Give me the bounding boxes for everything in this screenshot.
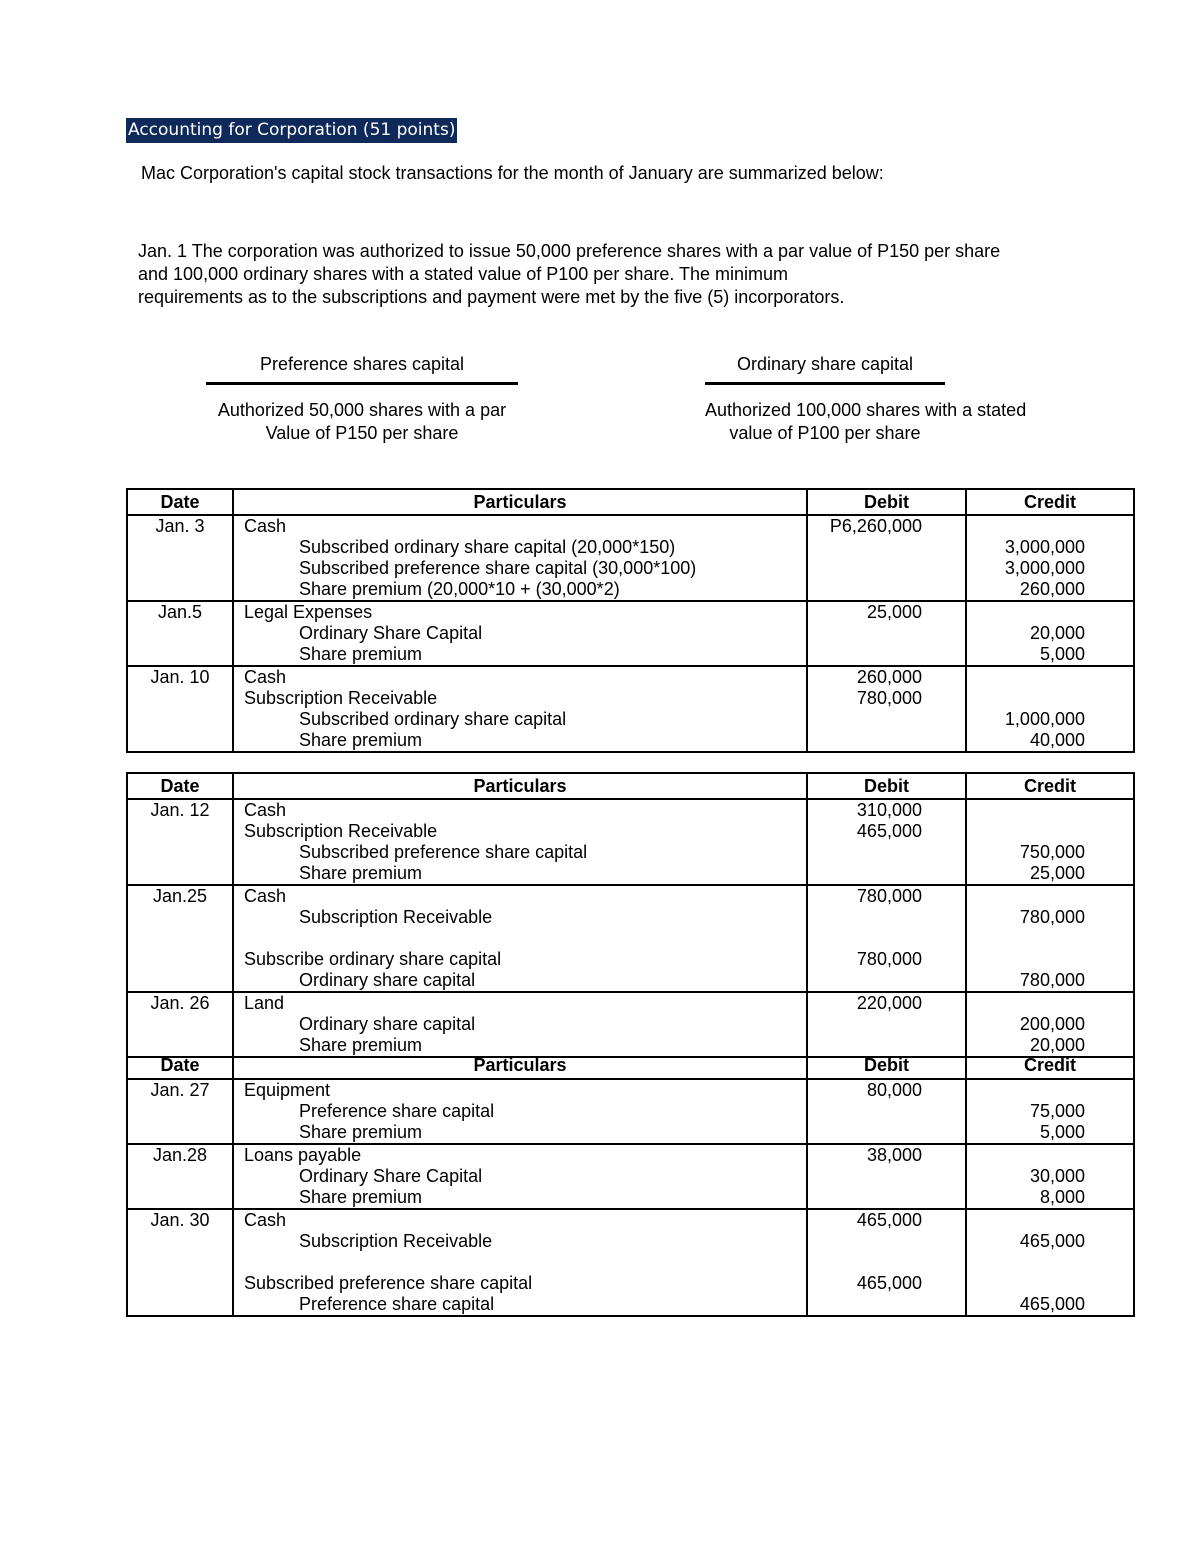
column-header-particulars: Particulars xyxy=(233,1053,807,1079)
entry-particulars-cell xyxy=(233,1079,807,1144)
column-header-credit: Credit xyxy=(966,773,1134,799)
entry-date: Jan. 27 xyxy=(150,1080,210,1100)
debit-amount xyxy=(808,579,965,600)
debit-amount xyxy=(808,558,965,579)
entry-particulars-cell xyxy=(233,1209,807,1316)
journal-header-row xyxy=(127,773,1134,799)
column-header-credit: Credit xyxy=(966,1053,1134,1079)
debit-amount: 780,000 xyxy=(856,949,922,969)
credit-amount: 25,000 xyxy=(1029,863,1085,883)
credit-amount xyxy=(967,993,1133,1014)
entry-credit-cell xyxy=(966,799,1134,885)
particular-line: Subscription Receivable xyxy=(299,1231,493,1251)
debit-amount xyxy=(808,863,965,884)
particular-line: Loans payable xyxy=(244,1145,362,1165)
particular-line: Subscription Receivable xyxy=(299,907,493,927)
credit-amount: 30,000 xyxy=(1029,1166,1085,1186)
preference-account-rule xyxy=(206,382,518,385)
entry-credit-cell xyxy=(966,666,1134,752)
credit-amount xyxy=(967,949,1133,970)
journal-entry-row xyxy=(127,1144,1134,1209)
entry-date: Jan.25 xyxy=(152,886,208,906)
ordinary-account xyxy=(705,352,1027,445)
entry-date: Jan. 12 xyxy=(150,800,210,820)
journal-entry-row xyxy=(127,666,1134,752)
entry-date: Jan.28 xyxy=(152,1145,208,1165)
journal-table xyxy=(126,1053,1135,1317)
credit-amount xyxy=(967,1273,1133,1294)
entry-particulars-cell xyxy=(233,992,807,1057)
entry-credit-cell xyxy=(966,1079,1134,1144)
column-header-date: Date xyxy=(127,1053,233,1079)
page-heading: Accounting for Corporation (51 points) xyxy=(126,118,457,143)
journal-entry-row xyxy=(127,515,1134,601)
entry-date: Jan. 26 xyxy=(150,993,210,1013)
particular-line: Legal Expenses xyxy=(244,602,373,622)
entry-credit-cell xyxy=(966,992,1134,1057)
entry-date-cell xyxy=(127,1079,233,1144)
credit-amount: 1,000,000 xyxy=(1004,709,1085,729)
particular-line: Subscription Receivable xyxy=(244,821,438,841)
particular-line: Share premium xyxy=(299,1187,423,1207)
column-header-debit: Debit xyxy=(807,1053,966,1079)
particular-line: Cash xyxy=(244,667,287,687)
preference-account-title: Preference shares capital xyxy=(259,354,465,374)
journal-header-row xyxy=(127,489,1134,515)
ordinary-account-desc: value of P100 per share xyxy=(729,423,921,443)
entry-debit-cell xyxy=(807,1079,966,1144)
jan1-line: Jan. 1 The corporation was authorized to issue 50,000 preference shares with a par value of P150 per share xyxy=(138,241,1001,261)
credit-amount xyxy=(967,667,1133,688)
debit-amount: 780,000 xyxy=(856,688,922,708)
entry-debit-cell xyxy=(807,666,966,752)
ordinary-account-desc: Authorized 100,000 shares with a stated xyxy=(705,400,1027,420)
particular-line: Share premium (20,000*10 + (30,000*2) xyxy=(299,579,620,599)
debit-amount xyxy=(808,1294,965,1315)
entry-particulars-cell xyxy=(233,799,807,885)
credit-amount: 5,000 xyxy=(1039,644,1085,664)
entry-debit-cell xyxy=(807,885,966,992)
entry-date-cell xyxy=(127,666,233,752)
entry-debit-cell xyxy=(807,601,966,666)
particular-line: Share premium xyxy=(299,1122,423,1142)
debit-amount: 38,000 xyxy=(866,1145,922,1165)
credit-amount: 75,000 xyxy=(1029,1101,1085,1121)
particular-line: Cash xyxy=(244,800,287,820)
debit-amount xyxy=(808,928,965,949)
journal-table xyxy=(126,488,1135,753)
journal-header-row xyxy=(127,1053,1134,1079)
credit-amount: 20,000 xyxy=(1029,623,1085,643)
particular-line: Share premium xyxy=(299,644,423,664)
particular-line: Preference share capital xyxy=(299,1101,495,1121)
particular-line: Cash xyxy=(244,516,287,536)
debit-amount: 25,000 xyxy=(866,602,922,622)
particular-line: Subscribed preference share capital (30,000*100) xyxy=(299,558,697,578)
debit-amount xyxy=(808,842,965,863)
particular-line: Share premium xyxy=(299,1035,423,1055)
entry-date-cell xyxy=(127,885,233,992)
debit-amount xyxy=(808,1166,965,1187)
debit-amount xyxy=(808,1101,965,1122)
journal-entry-row xyxy=(127,1079,1134,1144)
particular-line: Ordinary Share Capital xyxy=(299,1166,483,1186)
particular-line xyxy=(234,1252,806,1273)
debit-amount: 310,000 xyxy=(856,800,922,820)
column-header-debit: Debit xyxy=(807,489,966,515)
particular-line: Ordinary Share Capital xyxy=(299,623,483,643)
entry-debit-cell xyxy=(807,799,966,885)
particular-line xyxy=(234,928,806,949)
credit-amount: 780,000 xyxy=(1019,970,1085,990)
credit-amount xyxy=(967,800,1133,821)
entry-particulars-cell xyxy=(233,1144,807,1209)
preference-account xyxy=(206,352,518,445)
particular-line: Subscribed preference share capital xyxy=(299,842,588,862)
particular-line: Equipment xyxy=(244,1080,331,1100)
entry-date-cell xyxy=(127,601,233,666)
credit-amount: 200,000 xyxy=(1019,1014,1085,1034)
credit-amount xyxy=(967,1080,1133,1101)
entry-particulars-cell xyxy=(233,885,807,992)
debit-amount: P6,260,000 xyxy=(829,516,922,536)
ordinary-account-title: Ordinary share capital xyxy=(736,354,914,374)
debit-amount xyxy=(808,623,965,644)
debit-amount: 465,000 xyxy=(856,821,922,841)
entry-date-cell xyxy=(127,992,233,1057)
entry-date-cell xyxy=(127,515,233,601)
credit-amount xyxy=(967,602,1133,623)
entry-particulars-cell xyxy=(233,601,807,666)
credit-amount xyxy=(967,688,1133,709)
particular-line: Subscribed ordinary share capital (20,000*150) xyxy=(299,537,676,557)
particular-line: Cash xyxy=(244,886,287,906)
debit-amount: 780,000 xyxy=(856,886,922,906)
particular-line: Cash xyxy=(244,1210,287,1230)
credit-amount: 8,000 xyxy=(1039,1187,1085,1207)
column-header-debit: Debit xyxy=(807,773,966,799)
jan1-line: requirements as to the subscriptions and payment were met by the five (5) incorporators. xyxy=(138,287,845,307)
entry-credit-cell xyxy=(966,885,1134,992)
credit-amount xyxy=(967,821,1133,842)
ordinary-account-rule xyxy=(705,382,945,385)
journal-entry-row xyxy=(127,601,1134,666)
intro-text: Mac Corporation's capital stock transactions for the month of January are summarized below: xyxy=(141,163,884,183)
credit-amount: 5,000 xyxy=(1039,1122,1085,1142)
journal-entry-row xyxy=(127,992,1134,1057)
debit-amount xyxy=(808,1231,965,1252)
credit-amount xyxy=(967,1210,1133,1231)
debit-amount xyxy=(808,1122,965,1143)
credit-amount: 465,000 xyxy=(1019,1231,1085,1251)
particular-line: Subscribed preference share capital xyxy=(244,1273,533,1293)
debit-amount: 260,000 xyxy=(856,667,922,687)
particular-line: Share premium xyxy=(299,730,423,750)
entry-particulars-cell xyxy=(233,666,807,752)
particular-line: Preference share capital xyxy=(299,1294,495,1314)
credit-amount xyxy=(967,886,1133,907)
particular-line: Land xyxy=(244,993,285,1013)
debit-amount: 80,000 xyxy=(866,1080,922,1100)
entry-date-cell xyxy=(127,1144,233,1209)
column-header-credit: Credit xyxy=(966,489,1134,515)
column-header-particulars: Particulars xyxy=(233,773,807,799)
debit-amount xyxy=(808,1252,965,1273)
jan1-line: and 100,000 ordinary shares with a stated value of P100 per share. The minimum xyxy=(138,264,789,284)
credit-amount: 260,000 xyxy=(1019,579,1085,599)
entry-date-cell xyxy=(127,799,233,885)
particular-line: Ordinary share capital xyxy=(299,1014,476,1034)
credit-amount: 780,000 xyxy=(1019,907,1085,927)
entry-date: Jan. 3 xyxy=(155,516,205,536)
debit-amount xyxy=(808,537,965,558)
credit-amount xyxy=(967,1145,1133,1166)
debit-amount xyxy=(808,644,965,665)
credit-amount: 40,000 xyxy=(1029,730,1085,750)
column-header-date: Date xyxy=(127,489,233,515)
particular-line: Ordinary share capital xyxy=(299,970,476,990)
column-header-particulars: Particulars xyxy=(233,489,807,515)
debit-amount xyxy=(808,970,965,991)
preference-account-desc: Authorized 50,000 shares with a par xyxy=(217,400,507,420)
debit-amount: 220,000 xyxy=(856,993,922,1013)
credit-amount: 20,000 xyxy=(1029,1035,1085,1055)
jan1-description xyxy=(138,240,1098,309)
debit-amount xyxy=(808,709,965,730)
credit-amount: 750,000 xyxy=(1019,842,1085,862)
journal-entry-row xyxy=(127,885,1134,992)
credit-amount: 465,000 xyxy=(1019,1294,1085,1314)
credit-amount: 3,000,000 xyxy=(1004,537,1085,557)
debit-amount: 465,000 xyxy=(856,1210,922,1230)
entry-credit-cell xyxy=(966,601,1134,666)
entry-debit-cell xyxy=(807,992,966,1057)
particular-line: Subscribed ordinary share capital xyxy=(299,709,567,729)
credit-amount xyxy=(967,516,1133,537)
journal-entry-row xyxy=(127,1209,1134,1316)
entry-debit-cell xyxy=(807,1209,966,1316)
entry-credit-cell xyxy=(966,515,1134,601)
journal-table xyxy=(126,772,1135,1058)
entry-date: Jan.5 xyxy=(157,602,203,622)
entry-debit-cell xyxy=(807,1144,966,1209)
particular-line: Share premium xyxy=(299,863,423,883)
entry-date: Jan. 30 xyxy=(150,1210,210,1230)
credit-amount: 3,000,000 xyxy=(1004,558,1085,578)
entry-date-cell xyxy=(127,1209,233,1316)
debit-amount xyxy=(808,1187,965,1208)
journal-entry-row xyxy=(127,799,1134,885)
entry-particulars-cell xyxy=(233,515,807,601)
credit-amount xyxy=(967,1252,1133,1273)
particular-line: Subscribe ordinary share capital xyxy=(244,949,502,969)
entry-credit-cell xyxy=(966,1144,1134,1209)
entry-date: Jan. 10 xyxy=(150,667,210,687)
debit-amount xyxy=(808,907,965,928)
column-header-date: Date xyxy=(127,773,233,799)
debit-amount: 465,000 xyxy=(856,1273,922,1293)
debit-amount xyxy=(808,730,965,751)
debit-amount xyxy=(808,1014,965,1035)
preference-account-desc: Value of P150 per share xyxy=(265,423,459,443)
particular-line: Subscription Receivable xyxy=(244,688,438,708)
entry-credit-cell xyxy=(966,1209,1134,1316)
entry-debit-cell xyxy=(807,515,966,601)
credit-amount xyxy=(967,928,1133,949)
